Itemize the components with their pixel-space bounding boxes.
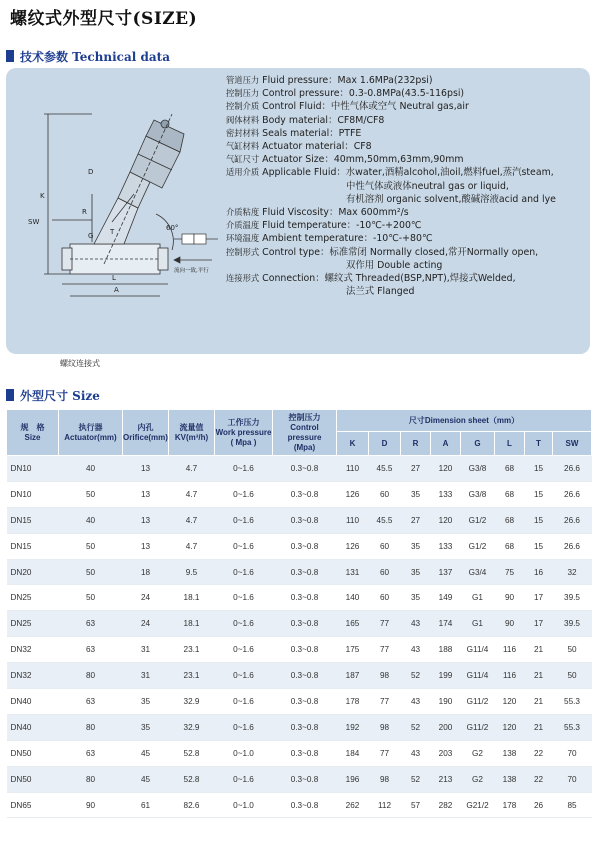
table-row (7, 714, 592, 740)
table-cell: 23.1 (169, 637, 215, 663)
table-cell: 187 (337, 663, 369, 689)
table-cell: DN50 (7, 766, 59, 792)
table-cell: DN65 (7, 792, 59, 818)
table-cell: 24 (123, 585, 169, 611)
table-cell: 63 (59, 689, 123, 715)
label-a: A (114, 286, 119, 294)
table-cell: 98 (369, 663, 401, 689)
table-cell: 174 (431, 611, 461, 637)
table-cell: 32.9 (169, 714, 215, 740)
spec-row (226, 285, 592, 298)
table-cell: DN15 (7, 507, 59, 533)
table-cell: 0~1.6 (215, 481, 273, 507)
table-cell: 192 (337, 714, 369, 740)
table-cell: 13 (123, 481, 169, 507)
spec-list (226, 74, 592, 298)
table-cell: 45.5 (369, 456, 401, 482)
label-r: R (82, 208, 87, 216)
table-cell: 60 (369, 533, 401, 559)
table-cell: 112 (369, 792, 401, 818)
size-table-body (7, 456, 592, 818)
table-cell: G3/8 (461, 456, 495, 482)
table-cell: 43 (401, 637, 431, 663)
table-cell: 26 (525, 792, 553, 818)
header-dimension-sheet: 尺寸Dimension sheet（mm） (337, 410, 592, 432)
table-cell: 35 (401, 585, 431, 611)
table-cell: 196 (337, 766, 369, 792)
table-cell: 39.5 (553, 611, 592, 637)
table-cell: G1 (461, 585, 495, 611)
table-cell: 63 (59, 740, 123, 766)
spec-value: Fluid Viscosity：Max 600mm²/s (259, 207, 409, 219)
table-cell: 0~1.6 (215, 714, 273, 740)
table-cell: 52.8 (169, 740, 215, 766)
table-cell: 63 (59, 611, 123, 637)
table-cell: 9.5 (169, 559, 215, 585)
table-cell: G3/4 (461, 559, 495, 585)
table-cell: DN10 (7, 481, 59, 507)
table-cell: 32 (553, 559, 592, 585)
spec-row (226, 127, 592, 140)
table-cell: 120 (495, 689, 525, 715)
table-cell: 77 (369, 637, 401, 663)
table-cell: 52.8 (169, 766, 215, 792)
table-cell: 18.1 (169, 611, 215, 637)
section-marker-icon (6, 389, 14, 401)
table-cell: 13 (123, 507, 169, 533)
table-cell: 138 (495, 766, 525, 792)
header-actuator: 执行器 Actuator(mm) (59, 410, 123, 456)
label-t: T (110, 228, 115, 236)
table-cell: 50 (59, 585, 123, 611)
table-cell: 0.3~0.8 (273, 507, 337, 533)
table-cell: 26.6 (553, 456, 592, 482)
table-cell: 110 (337, 456, 369, 482)
table-cell: G2 (461, 766, 495, 792)
table-cell: 52 (401, 714, 431, 740)
table-cell: 213 (431, 766, 461, 792)
table-cell: DN10 (7, 456, 59, 482)
spec-row (226, 180, 592, 193)
table-cell: 22 (525, 766, 553, 792)
table-cell: 21 (525, 689, 553, 715)
table-cell: 52 (401, 766, 431, 792)
table-cell: DN25 (7, 585, 59, 611)
header-control-pressure: 控制压力 Control pressure (Mpa) (273, 410, 337, 456)
table-cell: DN40 (7, 714, 59, 740)
table-cell: 0~1.6 (215, 766, 273, 792)
table-cell: DN20 (7, 559, 59, 585)
spec-value: Control type：标准常闭 Normally closed,常开Normally open, (259, 246, 539, 258)
table-cell: 15 (525, 456, 553, 482)
header-dim-g: G (461, 432, 495, 456)
table-cell: 0.3~0.8 (273, 766, 337, 792)
spec-label-cn: 气缸尺寸 (226, 154, 260, 165)
table-cell: G11/2 (461, 714, 495, 740)
table-cell: 16 (525, 559, 553, 585)
table-cell: 138 (495, 740, 525, 766)
spec-label-cn: 控制压力 (226, 88, 260, 99)
table-row (7, 792, 592, 818)
table-cell: 178 (337, 689, 369, 715)
table-cell: 35 (401, 533, 431, 559)
table-row (7, 585, 592, 611)
spec-value: Applicable Fluid：水water,酒精alcohol,油oil,燃料fuel,蒸汽steam, (259, 167, 554, 179)
table-cell: 43 (401, 740, 431, 766)
table-cell: G21/2 (461, 792, 495, 818)
spec-row (226, 206, 592, 219)
header-orifice: 内孔 Orifice(mm) (123, 410, 169, 456)
table-cell: 4.7 (169, 481, 215, 507)
table-cell: 68 (495, 507, 525, 533)
label-g: G (88, 232, 94, 240)
spec-label-cn: 连接形式 (226, 273, 260, 284)
table-cell: 262 (337, 792, 369, 818)
spec-label-cn: 控制形式 (226, 246, 260, 257)
table-cell: 43 (401, 689, 431, 715)
spec-value: Fluid pressure：Max 1.6MPa(232psi) (259, 75, 433, 86)
table-cell: 17 (525, 585, 553, 611)
page-title: 螺纹式外型尺寸(SIZE) (10, 9, 198, 29)
table-cell: G2 (461, 740, 495, 766)
table-cell: 77 (369, 689, 401, 715)
table-cell: 0.3~0.8 (273, 740, 337, 766)
header-size: 规 格 Size (7, 410, 59, 456)
spec-value: Ambient temperature：-10℃-+80℃ (259, 233, 433, 245)
table-cell: 110 (337, 507, 369, 533)
spec-row (226, 153, 592, 166)
table-cell: 175 (337, 637, 369, 663)
table-cell: 50 (59, 559, 123, 585)
spec-row (226, 259, 592, 272)
table-cell: 55.3 (553, 689, 592, 715)
table-cell: G1/2 (461, 507, 495, 533)
spec-label-cn: 阀体材料 (226, 114, 260, 125)
label-sw: SW (28, 218, 40, 226)
table-cell: 90 (59, 792, 123, 818)
header-dim-a: A (431, 432, 461, 456)
table-row (7, 507, 592, 533)
table-cell: 40 (59, 456, 123, 482)
table-cell: DN32 (7, 663, 59, 689)
table-cell: 70 (553, 766, 592, 792)
table-cell: 45.5 (369, 507, 401, 533)
header-dim-k: K (337, 432, 369, 456)
table-cell: 52 (401, 663, 431, 689)
table-cell: 4.7 (169, 456, 215, 482)
table-cell: 4.7 (169, 533, 215, 559)
table-cell: 60 (369, 585, 401, 611)
spec-row (226, 74, 592, 87)
table-cell: 0.3~0.8 (273, 585, 337, 611)
spec-row (226, 114, 592, 127)
table-cell: 70 (553, 740, 592, 766)
table-cell: 13 (123, 533, 169, 559)
table-cell: 98 (369, 766, 401, 792)
table-cell: 31 (123, 663, 169, 689)
table-cell: 50 (553, 637, 592, 663)
table-cell: 13 (123, 456, 169, 482)
table-cell: 0.3~0.8 (273, 559, 337, 585)
table-cell: 131 (337, 559, 369, 585)
spec-value: Control Fluid：中性气体或空气 Neutral gas,air (259, 101, 469, 113)
table-row (7, 689, 592, 715)
table-cell: G1 (461, 611, 495, 637)
table-cell: 120 (495, 714, 525, 740)
table-cell: 282 (431, 792, 461, 818)
table-cell: 27 (401, 507, 431, 533)
table-cell: 0.3~0.8 (273, 637, 337, 663)
table-cell: 35 (123, 689, 169, 715)
label-l: L (112, 274, 116, 282)
header-dim-t: T (525, 432, 553, 456)
table-cell: 77 (369, 611, 401, 637)
table-cell: 32.9 (169, 689, 215, 715)
table-cell: 0~1.6 (215, 533, 273, 559)
table-cell: 199 (431, 663, 461, 689)
diagram-caption: 螺纹连接式 (60, 359, 100, 368)
table-cell: 0.3~0.8 (273, 663, 337, 689)
table-cell: 55.3 (553, 714, 592, 740)
spec-row (226, 166, 592, 179)
table-cell: 116 (495, 637, 525, 663)
table-row (7, 766, 592, 792)
label-angle: 60° (166, 224, 179, 232)
table-cell: 35 (401, 481, 431, 507)
size-table (6, 409, 592, 818)
spec-label-cn: 气缸材料 (226, 141, 260, 152)
table-cell: 116 (495, 663, 525, 689)
table-cell: G11/4 (461, 663, 495, 689)
spec-label-cn: 适用介质 (226, 167, 260, 178)
table-cell: 0~1.6 (215, 507, 273, 533)
table-cell: 184 (337, 740, 369, 766)
flow-text: 流向一致,平行 (174, 268, 209, 274)
table-cell: DN40 (7, 689, 59, 715)
header-dim-d: D (369, 432, 401, 456)
valve-diagram (22, 74, 224, 306)
spec-value: Body material：CF8M/CF8 (259, 114, 385, 126)
spec-row (226, 246, 592, 259)
spec-row (226, 100, 592, 113)
spec-label-cn: 介质温度 (226, 220, 260, 231)
table-cell: 26.6 (553, 481, 592, 507)
spec-value: Actuator material：CF8 (259, 141, 372, 153)
table-cell: 0~1.6 (215, 559, 273, 585)
table-cell: 21 (525, 663, 553, 689)
table-cell: 0~1.0 (215, 792, 273, 818)
table-cell: 68 (495, 481, 525, 507)
table-cell: 120 (431, 456, 461, 482)
table-cell: 126 (337, 533, 369, 559)
table-cell: 98 (369, 714, 401, 740)
table-cell: 23.1 (169, 663, 215, 689)
table-cell: 133 (431, 533, 461, 559)
table-cell: 57 (401, 792, 431, 818)
table-cell: 21 (525, 714, 553, 740)
section-marker-icon (6, 50, 14, 62)
valve-drawing (22, 74, 224, 306)
table-cell: 39.5 (553, 585, 592, 611)
table-row (7, 456, 592, 482)
header-dim-sw: SW (553, 432, 592, 456)
table-cell: 80 (59, 663, 123, 689)
table-cell: 0.3~0.8 (273, 714, 337, 740)
table-cell: 0.3~0.8 (273, 481, 337, 507)
size-heading (6, 386, 100, 404)
table-cell: 61 (123, 792, 169, 818)
table-cell: 0.3~0.8 (273, 456, 337, 482)
header-work-pressure: 工作压力 Work pressure ( Mpa ) (215, 410, 273, 456)
table-cell: 17 (525, 611, 553, 637)
table-cell: DN15 (7, 533, 59, 559)
table-cell: 15 (525, 481, 553, 507)
table-cell: 203 (431, 740, 461, 766)
table-cell: 60 (369, 559, 401, 585)
size-title: 外型尺寸 Size (20, 388, 100, 403)
spec-row (226, 87, 592, 100)
table-cell: 24 (123, 611, 169, 637)
spec-label-cn: 密封材料 (226, 127, 260, 138)
table-cell: 68 (495, 456, 525, 482)
table-cell: 31 (123, 637, 169, 663)
table-row (7, 637, 592, 663)
table-cell: 50 (553, 663, 592, 689)
table-cell: 68 (495, 533, 525, 559)
header-dim-l: L (495, 432, 525, 456)
table-cell: 50 (59, 533, 123, 559)
table-cell: 200 (431, 714, 461, 740)
table-cell: 188 (431, 637, 461, 663)
table-cell: 18 (123, 559, 169, 585)
table-cell: 190 (431, 689, 461, 715)
table-row (7, 611, 592, 637)
spec-label-cn: 控制介质 (226, 101, 260, 112)
table-cell: G3/8 (461, 481, 495, 507)
table-cell: 0.3~0.8 (273, 533, 337, 559)
table-cell: 0~1.6 (215, 689, 273, 715)
spec-value: Connection：螺纹式 Threaded(BSP,NPT),焊接式Welded, (259, 273, 516, 285)
table-cell: 149 (431, 585, 461, 611)
table-cell: 0~1.6 (215, 611, 273, 637)
table-cell: 0.3~0.8 (273, 689, 337, 715)
table-cell: 0.3~0.8 (273, 792, 337, 818)
table-row (7, 533, 592, 559)
table-cell: 178 (495, 792, 525, 818)
table-cell: 77 (369, 740, 401, 766)
table-cell: 21 (525, 637, 553, 663)
table-cell: DN25 (7, 611, 59, 637)
spec-row (226, 193, 592, 206)
table-cell: 75 (495, 559, 525, 585)
table-row (7, 740, 592, 766)
table-cell: 45 (123, 766, 169, 792)
table-cell: 22 (525, 740, 553, 766)
spec-row (226, 232, 592, 245)
spec-label-cn: 环境温度 (226, 233, 260, 244)
table-cell: 35 (401, 559, 431, 585)
spec-row (226, 272, 592, 285)
table-cell: 35 (123, 714, 169, 740)
spec-value: 双作用 Double acting (346, 259, 443, 271)
technical-data-title: 技术参数 Technical data (20, 49, 170, 64)
spec-value: 中性气体或液体neutral gas or liquid, (346, 180, 509, 192)
label-d: D (88, 168, 94, 176)
table-row (7, 559, 592, 585)
table-cell: 0~1.6 (215, 637, 273, 663)
table-cell: 80 (59, 714, 123, 740)
table-cell: 90 (495, 611, 525, 637)
table-cell: 27 (401, 456, 431, 482)
table-cell: G11/2 (461, 689, 495, 715)
spec-value: 法兰式 Flanged (346, 286, 415, 298)
table-cell: 82.6 (169, 792, 215, 818)
table-cell: 85 (553, 792, 592, 818)
spec-label-cn: 管道压力 (226, 75, 260, 85)
spec-row (226, 219, 592, 232)
header-kv: 流量值 KV(m³/h) (169, 410, 215, 456)
table-cell: 15 (525, 533, 553, 559)
table-cell: G1/2 (461, 533, 495, 559)
table-cell: G11/4 (461, 637, 495, 663)
spec-value: Actuator Size：40mm,50mm,63mm,90mm (259, 154, 464, 166)
table-cell: DN50 (7, 740, 59, 766)
header-dim-r: R (401, 432, 431, 456)
table-cell: 0~1.6 (215, 663, 273, 689)
table-cell: 26.6 (553, 507, 592, 533)
table-cell: 63 (59, 637, 123, 663)
spec-value: Seals material：PTFE (259, 127, 362, 139)
table-cell: 140 (337, 585, 369, 611)
table-cell: 0~1.6 (215, 585, 273, 611)
table-cell: 165 (337, 611, 369, 637)
table-cell: 0~1.6 (215, 456, 273, 482)
table-cell: 40 (59, 507, 123, 533)
table-row (7, 481, 592, 507)
table-cell: 4.7 (169, 507, 215, 533)
table-cell: 50 (59, 481, 123, 507)
table-cell: 120 (431, 507, 461, 533)
table-cell: 60 (369, 481, 401, 507)
table-cell: 0.3~0.8 (273, 611, 337, 637)
table-cell: 15 (525, 507, 553, 533)
spec-value: 有机溶剂 organic solvent,酸碱溶液acid and lye (346, 193, 556, 205)
table-cell: 137 (431, 559, 461, 585)
table-cell: 80 (59, 766, 123, 792)
table-cell: 126 (337, 481, 369, 507)
spec-value: Fluid temperature：-10℃-+200℃ (259, 220, 422, 232)
table-cell: 18.1 (169, 585, 215, 611)
table-cell: DN32 (7, 637, 59, 663)
table-cell: 90 (495, 585, 525, 611)
spec-value: Control pressure：0.3-0.8MPa(43.5-116psi) (259, 88, 465, 100)
table-cell: 45 (123, 740, 169, 766)
table-cell: 26.6 (553, 533, 592, 559)
spec-label-cn: 介质粘度 (226, 207, 260, 218)
label-k: K (40, 192, 45, 200)
table-cell: 0~1.0 (215, 740, 273, 766)
table-cell: 133 (431, 481, 461, 507)
technical-data-heading (6, 47, 170, 65)
table-row (7, 663, 592, 689)
spec-row (226, 140, 592, 153)
table-cell: 43 (401, 611, 431, 637)
